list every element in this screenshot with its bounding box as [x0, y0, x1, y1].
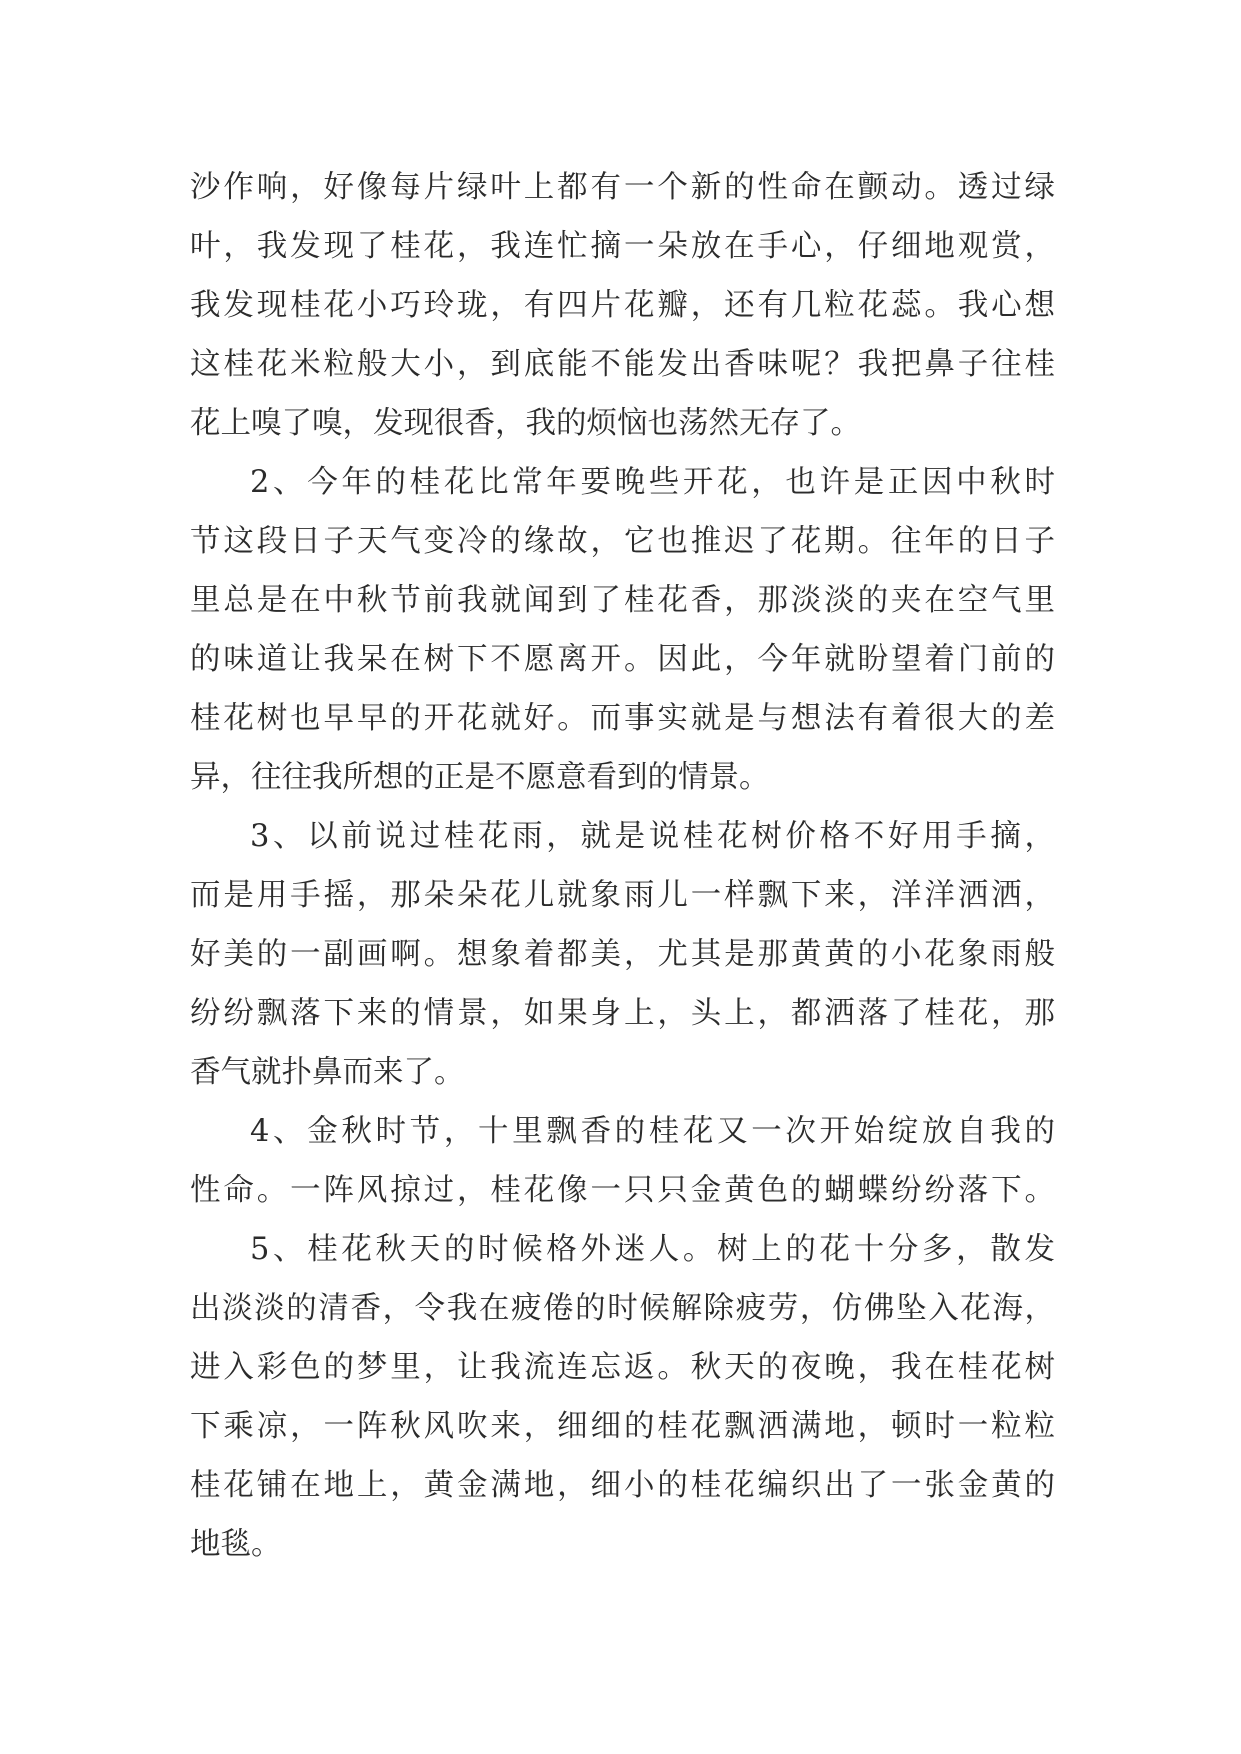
- text-line: 这桂花米粒般大小，到底能不能发出香味呢？我把鼻子往桂: [190, 347, 1055, 382]
- text-line: 我发现桂花小巧玲珑，有四片花瓣，还有几粒花蕊。我心想: [190, 288, 1055, 323]
- text-line: 桂花铺在地上，黄金满地，细小的桂花编织出了一张金黄的: [190, 1468, 1055, 1503]
- text-line: 性命。一阵风掠过，桂花像一只只金黄色的蝴蝶纷纷落下。: [190, 1173, 1055, 1208]
- text-line: 好美的一副画啊。想象着都美，尤其是那黄黄的小花象雨般: [190, 937, 1055, 972]
- text-line: 而是用手摇，那朵朵花儿就象雨儿一样飘下来，洋洋洒洒，: [190, 878, 1055, 913]
- text-line: 5、桂花秋天的时候格外迷人。树上的花十分多，散发: [250, 1232, 1055, 1267]
- text-line: 2、今年的桂花比常年要晚些开花，也许是正因中秋时: [250, 465, 1055, 500]
- paragraph-2: [190, 807, 1055, 1102]
- paragraph-1: [190, 453, 1055, 807]
- text-line: 纷纷飘落下来的情景，如果身上，头上，都洒落了桂花，那: [190, 996, 1055, 1031]
- text-line: 地毯。: [190, 1527, 282, 1562]
- text-line: 叶，我发现了桂花，我连忙摘一朵放在手心，仔细地观赏，: [190, 229, 1055, 264]
- document-body: [190, 158, 1055, 1574]
- text-line: 进入彩色的梦里，让我流连忘返。秋天的夜晚，我在桂花树: [190, 1350, 1055, 1385]
- text-line: 出淡淡的清香，令我在疲倦的时候解除疲劳，仿佛坠入花海，: [190, 1291, 1055, 1326]
- paragraph-0: [190, 158, 1055, 453]
- text-line: 节这段日子天气变冷的缘故，它也推迟了花期。往年的日子: [190, 524, 1055, 559]
- text-line: 香气就扑鼻而来了。: [190, 1055, 465, 1090]
- text-line: 桂花树也早早的开花就好。而事实就是与想法有着很大的差: [190, 701, 1055, 736]
- text-line: 4、金秋时节，十里飘香的桂花又一次开始绽放自我的: [250, 1114, 1055, 1149]
- paragraph-4: [190, 1220, 1055, 1574]
- text-line: 里总是在中秋节前我就闻到了桂花香，那淡淡的夹在空气里: [190, 583, 1055, 618]
- text-line: 沙作响，好像每片绿叶上都有一个新的性命在颤动。透过绿: [190, 170, 1055, 205]
- text-line: 下乘凉，一阵秋风吹来，细细的桂花飘洒满地，顿时一粒粒: [190, 1409, 1055, 1444]
- text-line: 3、以前说过桂花雨，就是说桂花树价格不好用手摘，: [250, 819, 1055, 854]
- paragraph-3: [190, 1102, 1055, 1220]
- text-line: 异，往往我所想的正是不愿意看到的情景。: [190, 760, 770, 795]
- text-line: 的味道让我呆在树下不愿离开。因此，今年就盼望着门前的: [190, 642, 1055, 677]
- text-line: 花上嗅了嗅，发现很香，我的烦恼也荡然无存了。: [190, 406, 861, 441]
